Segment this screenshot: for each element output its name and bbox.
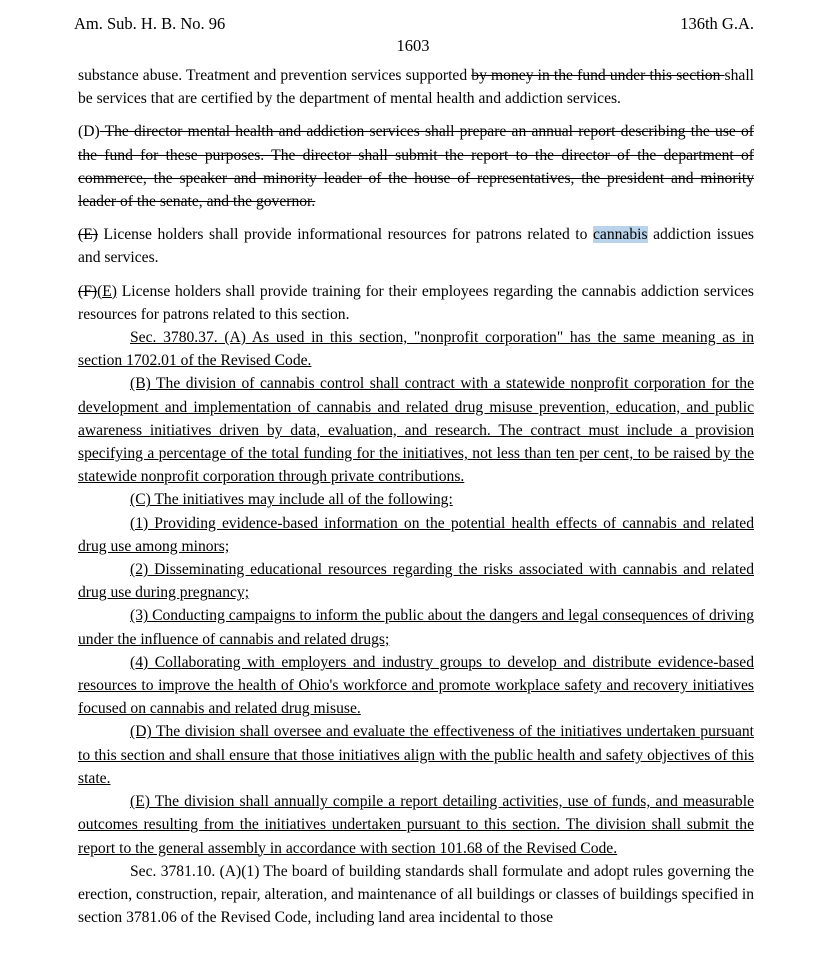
paragraph-label: (D) (78, 123, 100, 141)
section-3780-37-e: (E) The division shall annually compile a report detailing activities, use of funds, and measurable outcomes resulting from the initiatives undertaken pursuant to this section. The division shall submit the report to the general assembly in accordance with section 101.68 of the Revised Code. (78, 793, 754, 857)
struck-label: (F) (78, 282, 98, 300)
section-3781-10: Sec. 3781.10. (A)(1) The board of building standards shall formulate and adopt rules governing the erection, construction, repair, alteration, and maintenance of all buildings or classes of buildings specified in section 3781.06 of the Revised Code, including land area incidental to those (78, 862, 754, 927)
paragraph-f-training: (F)(E) License holders shall provide training for their employees regarding the cannabis addiction services resources for patrons related to this section. (78, 282, 754, 323)
paragraph-d-struck (78, 120, 754, 213)
struck-text: by money in the fund under this section (471, 67, 725, 84)
struck-text: The director mental health and addiction services shall prepare an annual report describing the use of the fund for these purposes. The director shall submit the report to the director of the department of commerce, the speaker and minority leader of the house of representatives, the president and minority leader of the senate, and the governor. (78, 123, 754, 211)
general-assembly: 136th G.A. (680, 14, 754, 33)
section-3780-37-c: (C) The initiatives may include all of the following: (130, 491, 453, 509)
section-3780-37-c1: (1) Providing evidence-based information on the potential health effects of cannabis and related drug use among minors; (78, 514, 754, 555)
section-3780-37-c2: (2) Disseminating educational resources regarding the risks associated with cannabis and related drug use during pregnancy; (78, 561, 754, 602)
search-highlight[interactable]: cannabis (593, 226, 648, 244)
page-number: 1603 (396, 36, 430, 55)
section-3780-37-a: Sec. 3780.37. (A) As used in this section, "nonprofit corporation" has the same meaning as in section 1702.01 of the Revised Code. (78, 329, 754, 370)
section-3780-37-c3: (3) Conducting campaigns to inform the public about the dangers and legal consequences of driving under the influence of cannabis and related drugs; (78, 607, 754, 648)
section-3780-37-b: (B) The division of cannabis control shall contract with a statewide nonprofit corporation for the development and implementation of cannabis and related drug misuse prevention, education, and public awareness initiatives driven by data, evaluation, and research. The contract must include a provision specifying a percentage of the total funding for the initiatives, not less than ten per cent, to be raised by the statewide nonprofit corporation through private contributions. (78, 375, 754, 486)
inserted-label: (E) (97, 282, 117, 300)
struck-label: (E) (78, 226, 98, 244)
section-3780-37-c4: (4) Collaborating with employers and industry groups to develop and distribute evidence-based resources to improve the health of Ohio's workforce and promote workplace safety and recovery initiatives focused on cannabis and related drug misuse. (78, 653, 754, 718)
paragraph-e-resources: (E) License holders shall provide informational resources for patrons related to cannabis addiction issues and services. (78, 226, 754, 267)
bill-number: Am. Sub. H. B. No. 96 (74, 14, 226, 33)
document-body (78, 64, 754, 929)
paragraph-substance-abuse: substance abuse. Treatment and prevention services supported by money in the fund under this section shall be services that are certified by the department of mental health and addiction services. (78, 67, 754, 108)
section-3780-37-d: (D) The division shall oversee and evaluate the effectiveness of the initiatives undertaken pursuant to this section and shall ensure that those initiatives align with the public health and safety objectives of this state. (78, 723, 754, 787)
